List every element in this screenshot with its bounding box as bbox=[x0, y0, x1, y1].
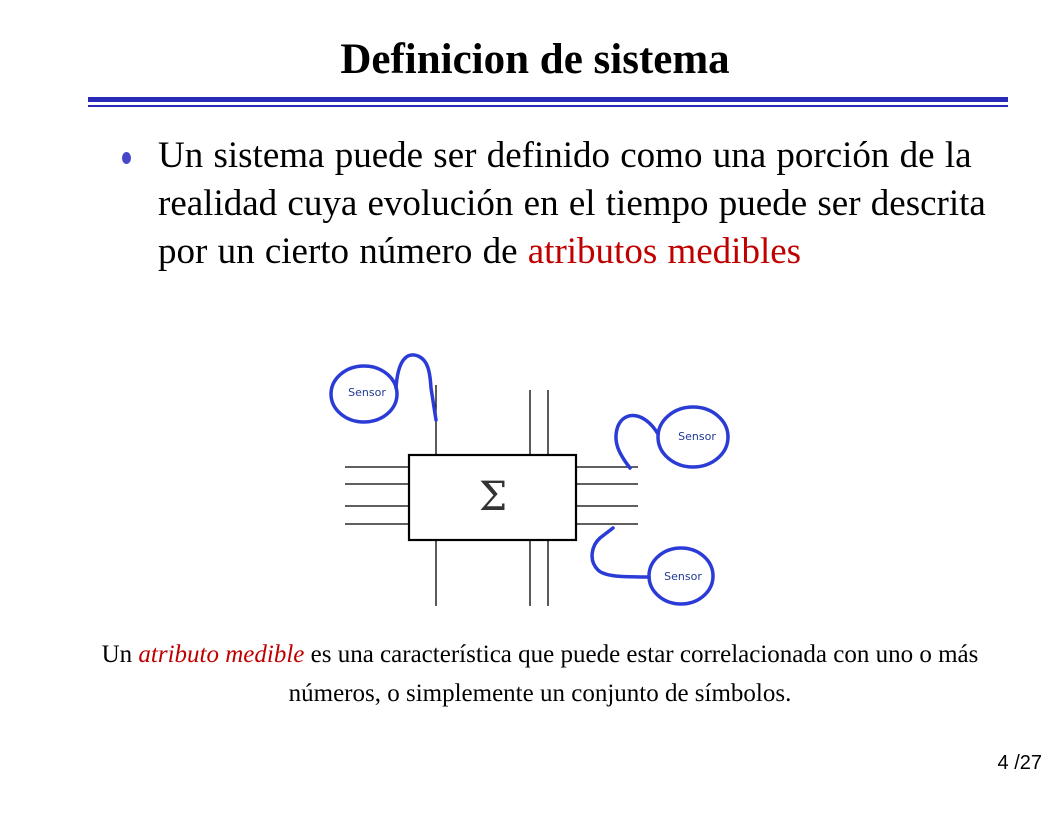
slide-title: Definicion de sistema bbox=[340, 36, 730, 83]
page-number bbox=[998, 752, 1043, 775]
sensor-label: Sensor bbox=[678, 430, 716, 443]
caption bbox=[100, 635, 980, 713]
page-current: 4 bbox=[997, 752, 1009, 774]
sensor-3 bbox=[592, 528, 713, 604]
bullet-highlight: atributos medibles bbox=[527, 231, 802, 272]
bullet-text-body: Un sistema puede ser definido como una porción de la realidad cuya evolución en el tiempo puede ser descrita por un cierto número de bbox=[158, 135, 986, 272]
caption-highlight: atributo medible bbox=[138, 641, 305, 668]
sensor-2 bbox=[616, 407, 728, 468]
page-total: /27 bbox=[1014, 752, 1042, 774]
sigma-symbol: Σ bbox=[478, 474, 508, 520]
sensor-label: Sensor bbox=[664, 570, 702, 583]
caption-before: Un bbox=[101, 641, 139, 668]
sensor-label: Sensor bbox=[348, 386, 386, 399]
caption-after: es una característica que puede estar correlacionada con uno o más números, o simplemente un conjunto de símbolos. bbox=[288, 641, 979, 707]
sensor-1 bbox=[331, 355, 436, 422]
